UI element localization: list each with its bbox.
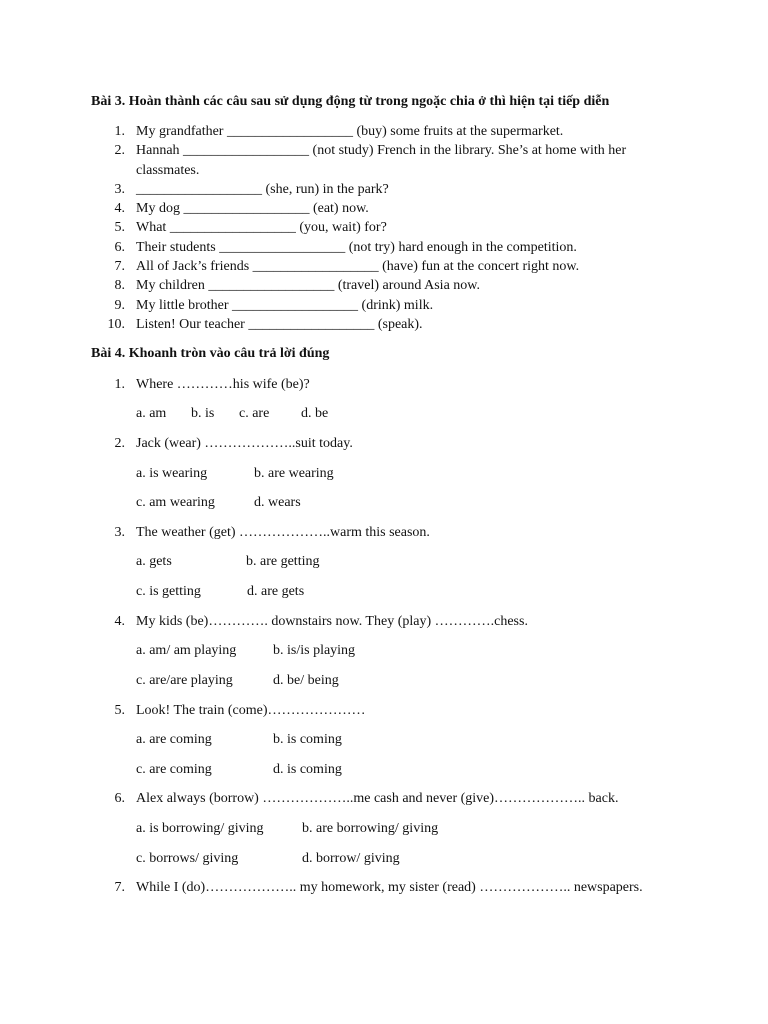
list-item: 6. Their students __________________ (not try) hard enough in the competition. xyxy=(114,239,577,255)
list-item: 10. Listen! Our teacher __________________ (speak). xyxy=(107,316,423,332)
exercise-4-heading: Bài 4. Khoanh tròn vào câu trả lời đúng xyxy=(91,346,330,361)
option-b[interactable]: b. is xyxy=(191,406,215,421)
list-item: 2. Hannah __________________ (not study) French in the library. She’s at home with her classmates. xyxy=(114,143,627,178)
list-item: 9. My little brother __________________ (drink) milk. xyxy=(114,297,434,313)
option-a[interactable]: a. is wearing xyxy=(136,466,208,481)
question-4: 4. My kids (be)…………. downstairs now. They (play) ………….chess. xyxy=(114,614,528,629)
list-item: 4. My dog __________________ (eat) now. xyxy=(114,201,369,217)
option-a[interactable]: a. am/ am playing xyxy=(136,643,237,658)
option-c[interactable]: c. borrows/ giving xyxy=(136,851,239,866)
option-b[interactable]: b. are getting xyxy=(246,554,320,569)
option-b[interactable]: b. is/is playing xyxy=(273,643,356,658)
question-1: 1. Where …………his wife (be)? xyxy=(114,377,310,392)
option-c[interactable]: c. are/are playing xyxy=(136,673,233,688)
question-5: 5. Look! The train (come)………………… xyxy=(114,703,366,718)
option-d[interactable]: d. be xyxy=(301,406,329,421)
option-b[interactable]: b. is coming xyxy=(273,732,342,747)
question-3: 3. The weather (get) ………………..warm this season. xyxy=(114,525,430,540)
list-item: 7. All of Jack’s friends __________________ (have) fun at the concert right now. xyxy=(114,259,580,275)
exercise-3-heading: Bài 3. Hoàn thành các câu sau sử dụng động từ trong ngoặc chia ở thì hiện tại tiếp diễn xyxy=(91,94,610,109)
list-item: 8. My children __________________ (travel) around Asia now. xyxy=(114,278,480,294)
question-7: 7. While I (do)……………….. my homework, my sister (read) ……………….. newspapers. xyxy=(114,880,643,895)
option-a[interactable]: a. are coming xyxy=(136,732,212,747)
option-d[interactable]: d. wears xyxy=(254,495,301,510)
option-b[interactable]: b. are wearing xyxy=(254,466,334,481)
option-b[interactable]: b. are borrowing/ giving xyxy=(302,821,439,836)
option-c[interactable]: c. are coming xyxy=(136,762,212,777)
option-d[interactable]: d. be/ being xyxy=(273,673,339,688)
option-a[interactable]: a. gets xyxy=(136,554,172,569)
option-d[interactable]: d. is coming xyxy=(273,762,342,777)
option-a[interactable]: a. am xyxy=(136,406,167,421)
option-c[interactable]: c. are xyxy=(239,406,270,421)
option-d[interactable]: d. are gets xyxy=(247,584,305,599)
option-c[interactable]: c. am wearing xyxy=(136,495,215,510)
option-c[interactable]: c. is getting xyxy=(136,584,201,599)
option-d[interactable]: d. borrow/ giving xyxy=(302,851,400,866)
exercise-3-list xyxy=(91,122,691,334)
list-item: 3. __________________ (she, run) in the park? xyxy=(114,181,389,197)
question-6: 6. Alex always (borrow) ………………..me cash and never (give)……………….. back. xyxy=(114,791,619,806)
list-item: 1. My grandfather __________________ (buy) some fruits at the supermarket. xyxy=(114,124,564,139)
option-a[interactable]: a. is borrowing/ giving xyxy=(136,821,264,836)
list-item: 5. What __________________ (you, wait) for? xyxy=(114,220,387,236)
question-2: 2. Jack (wear) ………………..suit today. xyxy=(114,436,353,451)
